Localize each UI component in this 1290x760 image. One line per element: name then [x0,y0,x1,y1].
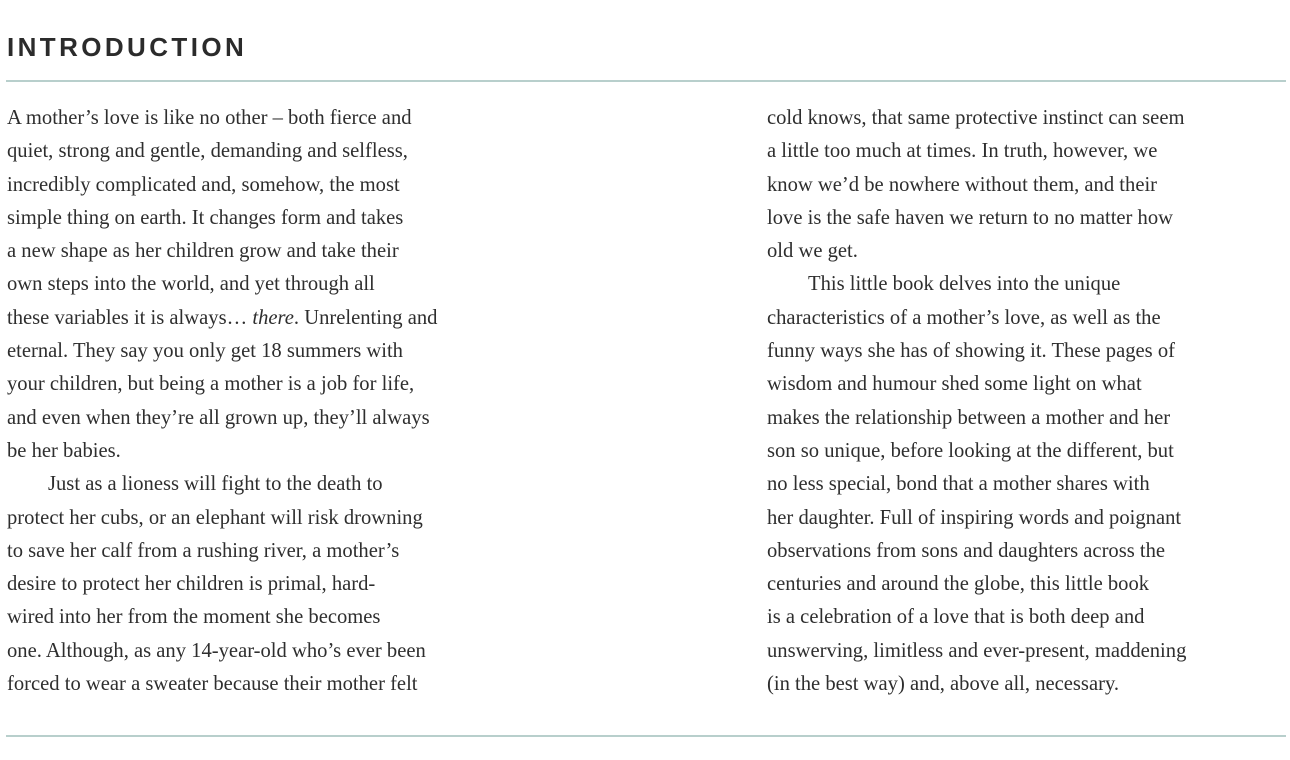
text-line: a new shape as her children grow and take their [7,240,399,263]
text-line: a little too much at times. In truth, however, we [767,140,1158,163]
text-line: wisdom and humour shed some light on what [767,373,1142,396]
italic-emphasis: there [252,306,294,329]
text-line: protect her cubs, or an elephant will risk drowning [7,506,423,529]
text-line: to save her calf from a rushing river, a mother’s [7,539,400,562]
text-line: be her babies. [7,439,121,462]
text-line: old we get. [767,240,858,263]
text-line: Just as a lioness will fight to the death to [48,473,383,496]
text-line: observations from sons and daughters across the [767,539,1166,562]
text-line: (in the best way) and, above all, necessary. [767,673,1120,696]
text-line: This little book delves into the unique [808,273,1121,296]
text-line: simple thing on earth. It changes form and takes [7,206,404,229]
text-line: her daughter. Full of inspiring words and poignant [767,506,1182,529]
top-divider [6,80,1286,82]
text-line: your children, but being a mother is a job for life, [7,373,415,396]
text-line: characteristics of a mother’s love, as well as the [767,306,1161,329]
text-line: love is the safe haven we return to no matter how [767,206,1174,229]
right-column [767,102,1285,701]
text-line: wired into her from the moment she becomes [7,606,381,629]
text-line: is a celebration of a love that is both deep and [767,606,1145,629]
text-line: no less special, bond that a mother shares with [767,473,1150,496]
bottom-divider [6,735,1286,737]
text-line: unswerving, limitless and ever-present, maddening [767,639,1187,662]
page-title: INTRODUCTION [7,32,248,62]
text-segment: these variables it is always… [7,306,253,329]
text-segment: . Unrelenting and [293,306,438,329]
text-line: and even when they’re all grown up, they’ll always [7,406,430,429]
text-line: one. Although, as any 14-year-old who’s ever been [7,639,426,662]
text-line: cold knows, that same protective instinct can seem [767,107,1185,129]
left-column [7,102,547,701]
text-line [7,302,547,335]
text-line: A mother’s love is like no other – both fierce and [7,107,412,129]
text-line: centuries and around the globe, this little book [767,573,1150,596]
text-line: makes the relationship between a mother and her [767,406,1171,429]
text-line: know we’d be nowhere without them, and their [767,173,1158,196]
text-line: forced to wear a sweater because their mother felt [7,673,418,696]
text-line: funny ways she has of showing it. These pages of [767,340,1175,363]
text-line: own steps into the world, and yet through all [7,273,375,296]
text-line: desire to protect her children is primal, hard- [7,573,376,596]
text-line: eternal. They say you only get 18 summers with [7,340,403,363]
text-line: son so unique, before looking at the different, but [767,439,1174,462]
text-line: incredibly complicated and, somehow, the most [7,173,400,196]
text-line: quiet, strong and gentle, demanding and selfless, [7,140,408,163]
